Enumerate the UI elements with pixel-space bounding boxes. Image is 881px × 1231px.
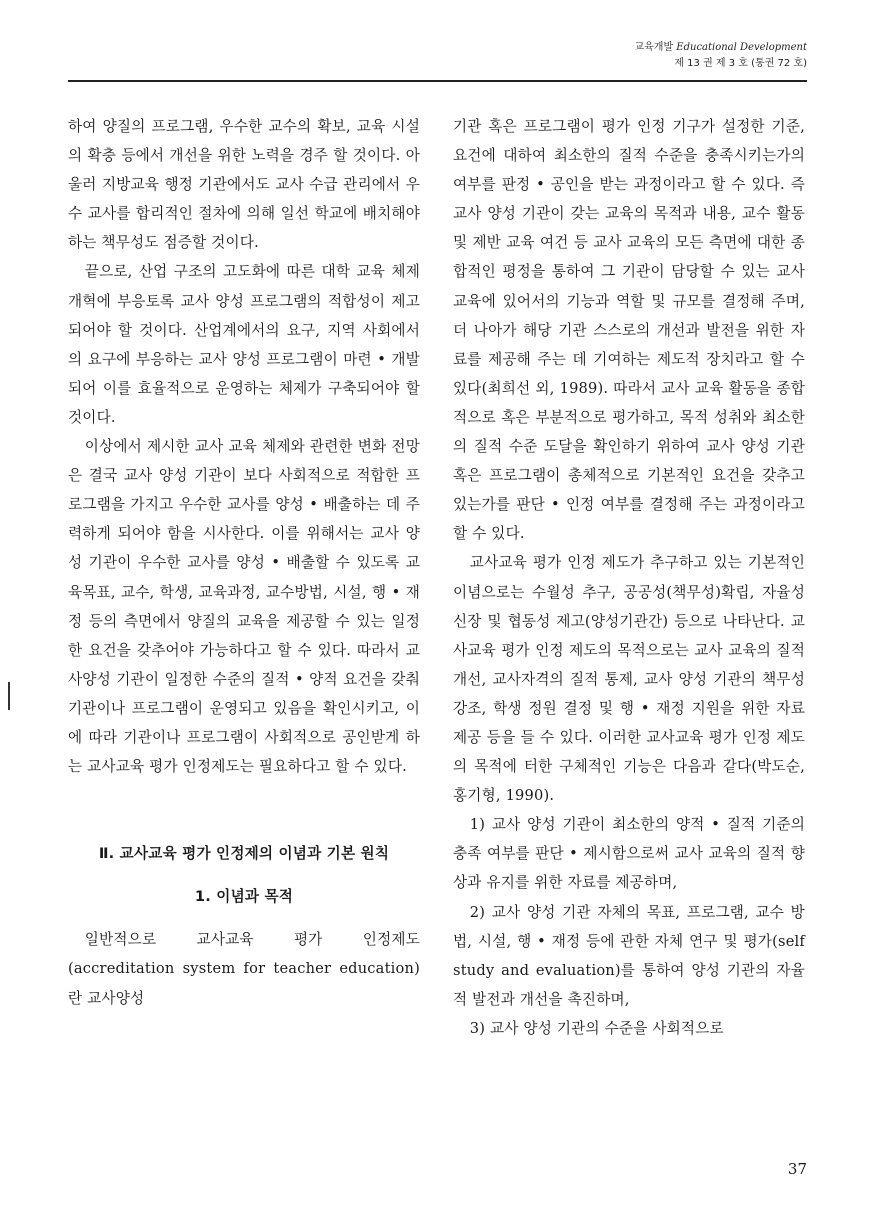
section-title: Ⅱ. 교사교육 평가 인정제의 이념과 기본 원칙 bbox=[98, 845, 390, 863]
list-item: 3) 교사 양성 기관의 수준을 사회적으로 bbox=[469, 1019, 724, 1037]
page-number: 37 bbox=[787, 1160, 807, 1178]
paragraph: 교사교육 평가 인정 제도가 추구하고 있는 기본적인 이념으로는 수월성 추구, 공공성(책무성)확립, 자율성 신장 및 협동성 제고(양성기관간) 등으로 나타난다. 교사교육 평가 인정 제도의 목적으로는 교사 교육의 질적 개선, 교사자격의 질적 통제, 교사 양성 기관의 책무성 강조, 학생 정원 결정 및 행 • 재정 지원을 위한 자료 제공 등을 들 수 있다. 이러한 교사교육 평가 인정 제도의 목적에 터한 구체적인 기능은 다음과 같다(박도순, 홍기형, 1990). bbox=[453, 554, 805, 805]
subsection-title: 1. 이념과 목적 bbox=[194, 888, 294, 906]
paragraph: 끝으로, 산업 구조의 고도화에 따른 대학 교육 체제 개혁에 부응토록 교사 양성 프로그램의 적합성이 제고되어야 할 것이다. 산업계에서의 요구, 지역 사회에서의 요구에 부응하는 교사 양성 프로그램이 마련 • 개발되어 이를 효율적으로 운영하는 체제가 구축되어야 할 것이다. bbox=[68, 263, 420, 426]
issue-info: 제 13 권 제 3 호 (통권 72 호) bbox=[674, 58, 807, 69]
spacer bbox=[68, 868, 420, 882]
margin-mark bbox=[8, 682, 10, 710]
running-header bbox=[634, 40, 807, 72]
left-column bbox=[68, 112, 420, 1013]
header-rule bbox=[68, 80, 807, 82]
spacer bbox=[68, 781, 420, 839]
paragraph: 일반적으로 교사교육 평가 인정제도 (accreditation system for teacher education)란 교사양성 bbox=[68, 931, 420, 1007]
journal-title: 교육개발 Educational Development bbox=[634, 42, 807, 53]
paragraph: 하여 양질의 프로그램, 우수한 교수의 확보, 교육 시설의 확충 등에서 개선을 위한 노력을 경주 할 것이다. 아울러 지방교육 행정 기관에서도 교사 수급 관리에서 우수 교사를 합리적인 절차에 의해 일선 학교에 배치해야 하는 책무성도 점증할 것이다. bbox=[68, 118, 420, 252]
right-column bbox=[453, 112, 805, 1043]
list-item: 1) 교사 양성 기관이 최소한의 양적 • 질적 기준의 충족 여부를 판단 • 제시함으로써 교사 교육의 질적 향상과 유지를 위한 자료를 제공하며, bbox=[453, 816, 805, 892]
journal-title-en: Educational Development bbox=[676, 42, 807, 53]
spacer bbox=[68, 911, 420, 925]
paragraph: 기관 혹은 프로그램이 평가 인정 기구가 설정한 기준, 요건에 대하여 최소한의 질적 수준을 충족시키는가의 여부를 판정 • 공인을 받는 과정이라고 할 수 있다. 즉 교사 양성 기관이 갖는 교육의 목적과 내용, 교수 활동 및 제반 교육 여건 등 교사 교육의 모든 측면에 대한 종합적인 평정을 통하여 그 기관이 담당할 수 있는 교사교육에 있어서의 기능과 역할 및 규모를 결정해 주며, 더 나아가 해당 기관 스스로의 개선과 발전을 위한 자료를 제공해 주는 데 기여하는 제도적 장치라고 할 수 있다(최희선 외, 1989). 따라서 교사 교육 활동을 종합적으로 혹은 부분적으로 평가하고, 목적 성취와 최소한의 질적 수준 도달을 확인하기 위하여 교사 양성 기관 혹은 프로그램이 총체적으로 기본적인 요건을 갖추고 있는가를 판단 • 인정 여부를 결정해 주는 과정이라고 할 수 있다. bbox=[453, 118, 805, 543]
paragraph: 이상에서 제시한 교사 교육 체제와 관련한 변화 전망은 결국 교사 양성 기관이 보다 사회적으로 적합한 프로그램을 가지고 우수한 교사를 양성 • 배출하는 데 주력하게 되어야 함을 시사한다. 이를 위해서는 교사 양성 기관이 우수한 교사를 양성 • 배출할 수 있도록 교육목표, 교수, 학생, 교육과정, 교수방법, 시설, 행 • 재정 등의 측면에서 양질의 교육을 제공할 수 있는 일정한 요건을 갖추어야 가능하다고 할 수 있다. 따라서 교사양성 기관이 일정한 수준의 질적 • 양적 요건을 갖춰 기관이나 프로그램이 운영되고 있음을 확인시키고, 이에 따라 기관이나 프로그램이 사회적으로 공인받게 하는 교사교육 평가 인정제도는 필요하다고 할 수 있다. bbox=[68, 438, 420, 776]
list-item: 2) 교사 양성 기관 자체의 목표, 프로그램, 교수 방법, 시설, 행 • 재정 등에 관한 자체 연구 및 평가(self study and evaluation)를 통하여 양성 기관의 자율적 발전과 개선을 촉진하며, bbox=[453, 903, 805, 1008]
